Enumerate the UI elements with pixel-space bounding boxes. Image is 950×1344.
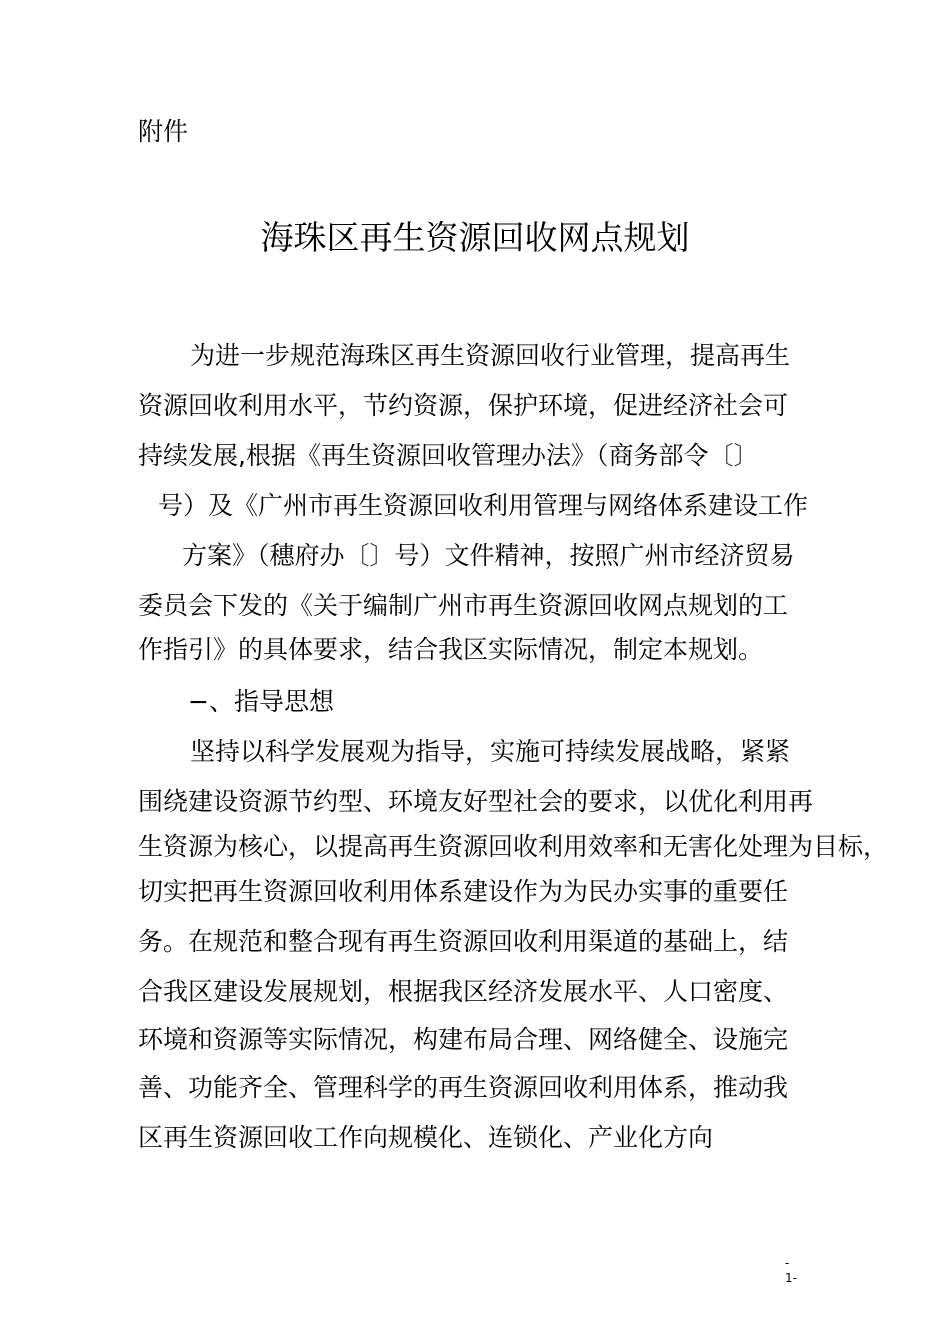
intro-line: 委员会下发的《关于编制广州市再生资源回收网点规划的工	[138, 591, 789, 620]
intro-line: 为进一步规范海珠区再生资源回收行业管理，提高再生	[190, 341, 791, 370]
section-line: 坚持以科学发展观为指导，实施可持续发展战略，紧紧	[190, 737, 791, 766]
intro-line: 持续发展,根据《再生资源回收管理办法》（商务部令〔〕	[138, 441, 759, 470]
section-line: 环境和资源等实际情况，构建布局合理、网络健全、设施完	[138, 1025, 789, 1054]
section-line: 善、功能齐全、管理科学的再生资源回收利用体系，推动我	[138, 1073, 789, 1102]
intro-line: 资源回收利用水平，节约资源，保护环境，促进经济社会可	[138, 391, 789, 420]
document-title: 海珠区再生资源回收网点规划	[260, 218, 690, 257]
intro-line: 号）及《广州市再生资源回收利用管理与网络体系建设工作	[158, 491, 809, 520]
intro-line: 方案》（穗府办〔〕号）文件精神，按照广州市经济贸易	[182, 541, 795, 570]
attachment-label: 附件	[138, 117, 189, 146]
section-heading: −、指导思想	[188, 687, 334, 716]
section-line: 合我区建设发展规划，根据我区经济发展水平、人口密度、	[138, 977, 789, 1006]
section-line: 区再生资源回收工作向规模化、连锁化、产业化方向	[138, 1123, 714, 1152]
intro-line: 作指引》的具体要求，结合我区实际情况，制定本规划。	[138, 635, 764, 664]
section-line: 围绕建设资源节约型、环境友好型社会的要求，以优化利用再	[138, 787, 814, 816]
section-line: 生资源为核心，以提高再生资源回收利用效率和无害化处理为目标，	[138, 832, 889, 861]
section-line: 切实把再生资源回收利用体系建设作为为民办实事的重要任	[138, 877, 789, 906]
page-number: 1-	[785, 1271, 797, 1285]
page-number-dash: -	[785, 1256, 790, 1270]
section-line: 务。在规范和整合现有再生资源回收利用渠道的基础上，结	[138, 927, 789, 956]
